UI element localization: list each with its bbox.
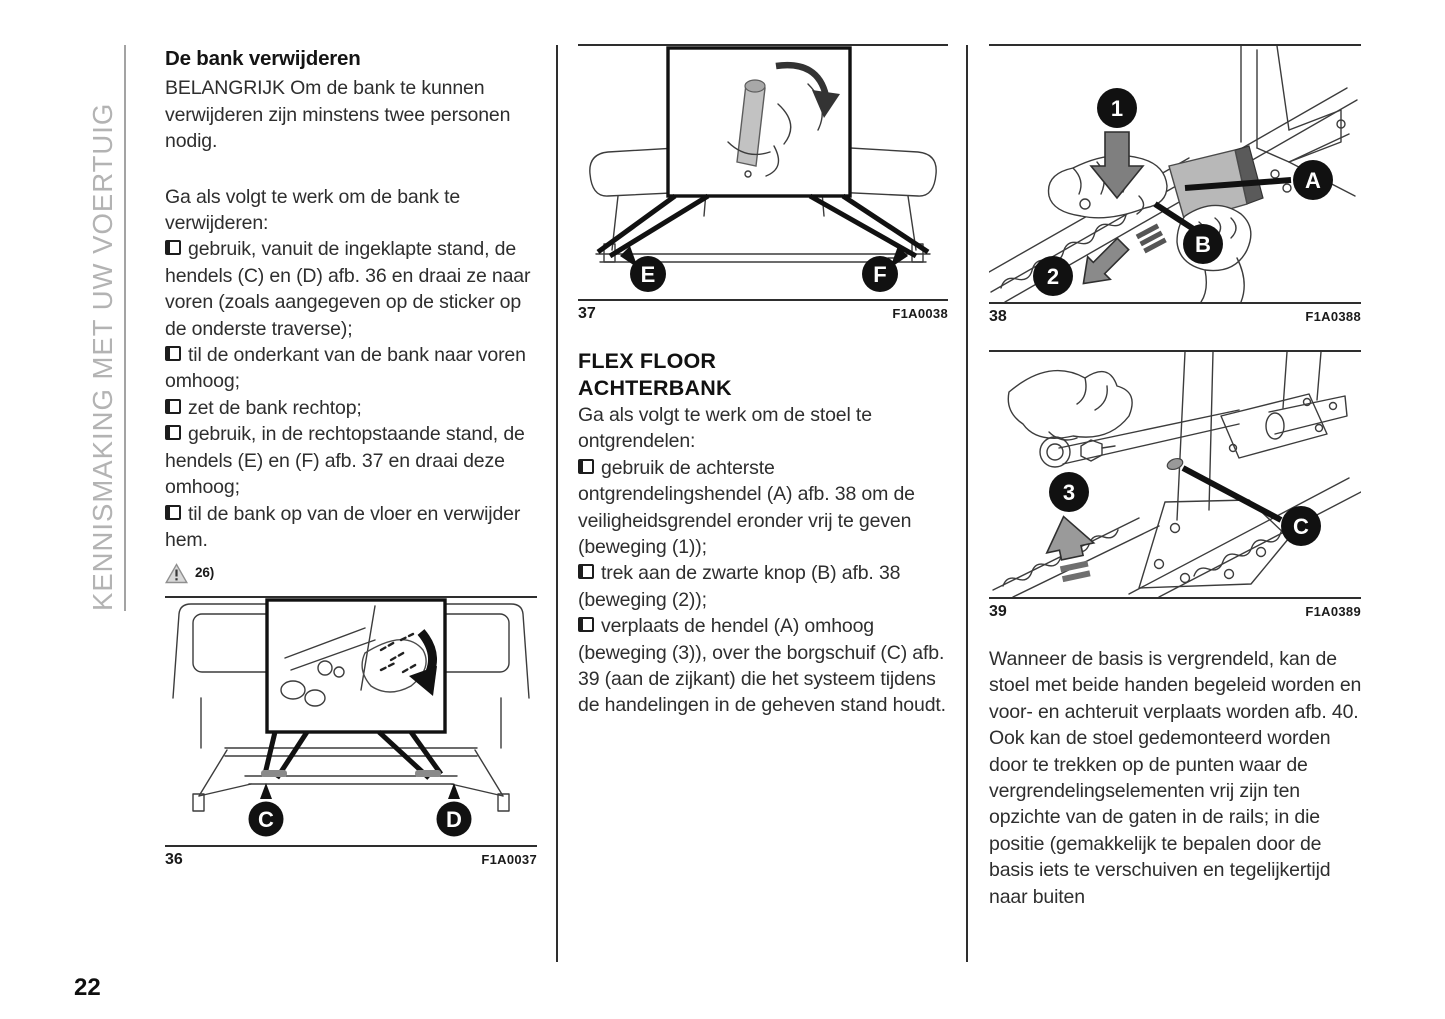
figure-37 [578,44,948,323]
section-heading-line1: FLEX FLOOR [578,349,717,373]
list-item-text: gebruik, vanuit de ingeklapte stand, de hendels (C) en (D) afb. 36 en draai ze naar voren (zoals aangegeven op de sticker op de onderste traverse); [165,238,531,340]
list-item-text: til de onderkant van de bank naar voren omhoog; [165,344,526,393]
list-item-text: verplaats de hendel (A) omhoog (beweging (3)), over the borgschuif (C) afb. 39 (aan de zijkant) die het systeem tijdens de handelingen in de geheven stand houdt. [578,615,946,717]
intro-paragraph: BELANGRIJK Om de bank te kunnen verwijderen zijn minstens twee personen nodig. [165,77,511,153]
section-title: De bank verwijderen [165,47,361,70]
bullet-square-icon [578,617,594,632]
figure-label-C [1281,506,1321,546]
spacer [165,155,540,184]
side-pin [1166,457,1184,472]
figure-number: 38 [989,308,1007,325]
figure-number: 36 [165,851,183,868]
svg-text:D: D [446,807,462,832]
page-number: 22 [74,974,101,1001]
label-C-pointer [1183,468,1281,520]
svg-text:C: C [258,807,274,832]
figure-label-F [862,246,908,292]
svg-text:C: C [1293,514,1309,539]
warning-number: 26) [195,565,215,581]
list-item [165,421,540,500]
lead-paragraph: Ga als volgt te werk om de stoel te ontgrendelen: [578,404,872,453]
list-item-text: zet de bank rechtop; [188,396,362,419]
svg-text:1: 1 [1110,96,1124,121]
list-item [578,613,950,719]
figure-number: 39 [989,603,1007,620]
figure-38 [989,44,1361,326]
column-3 [989,646,1363,910]
bullet-square-icon [578,459,594,474]
list-item [578,455,950,561]
figure-caption [578,301,948,323]
figure-label-2 [1033,256,1073,296]
inset-pointer-lines [265,732,441,778]
figure-number: 37 [578,305,596,322]
column-1 [165,46,540,587]
figure-label-B [1183,224,1223,264]
figure-caption [989,599,1361,621]
list-item-text: til de bank op van de vloer en verwijder hem. [165,502,521,551]
figure-38-illustration [989,46,1361,302]
bullet-square-icon [165,399,181,414]
list-item [578,560,950,613]
hand-on-arm-sketch [1008,371,1239,467]
list-item-text: trek aan de zwarte knop (B) afb. 38 (beweging (2)); [578,562,901,611]
column-divider-left [556,45,558,962]
figure-label-C [249,783,284,837]
list-item-text: gebruik de achterste ontgrendelingshendel (A) afb. 38 om de veiligheidsgrendel eronder vrij te geven (beweging (1)); [578,456,915,559]
figure-39-illustration [989,352,1361,597]
latch-handle-right [415,770,441,777]
figure-36-illustration [165,598,537,845]
lead-paragraph: Ga als volgt te werk om de bank te verwijderen: [165,185,461,235]
figure-label-D [437,783,472,837]
list-item [165,395,540,421]
bullet-square-icon [165,425,181,440]
svg-text:3: 3 [1062,480,1076,505]
chapter-sidebar-label: KENNISMAKING MET UW VOERTUIG [87,102,118,611]
bullet-square-icon [578,564,594,579]
latch-handle-left [261,770,287,777]
figure-label-E [620,246,666,292]
figure-caption [165,847,537,869]
inset-detail-box [267,600,445,732]
column-divider-right [966,45,968,962]
movement-3-arrow [1040,512,1100,585]
figure-37-illustration [578,46,948,299]
movement-2-arrow [1072,233,1134,295]
figure-code: F1A0388 [1305,309,1361,324]
list-item [165,342,540,395]
ribbed-knob [1136,224,1167,254]
figure-36 [165,596,537,869]
column-2 [578,348,950,719]
paragraph: Ook kan de stoel gedemonteerd worden door te trekken op de punten waar de vergrendelingselementen vrij zijn ten opzichte van de gaten in de rails; in die positie (gemakkelijk te bepalen door de basis iets te verschuiven en tegelijkertijd naar buiten [989,727,1331,908]
figure-code: F1A0037 [481,852,537,867]
svg-text:E: E [640,262,656,287]
paragraph: Wanneer de basis is vergrendeld, kan de stoel met beide handen begeleid worden en voor- en achteruit verplaats worden afb. 40. [989,648,1362,723]
section-heading-line2: ACHTERBANK [578,376,732,400]
figure-caption [989,304,1361,326]
list-item-text: gebruik, in de rechtopstaande stand, de hendels (E) en (F) afb. 37 en draai deze omhoog; [165,423,525,499]
list-item [165,236,540,342]
svg-text:F: F [873,262,887,287]
figure-label-3 [1049,472,1089,512]
warning-reference [165,560,540,586]
bullet-square-icon [165,240,181,255]
bullet-square-icon [165,505,181,520]
figure-code: F1A0389 [1305,604,1361,619]
figure-39 [989,350,1361,621]
svg-text:2: 2 [1046,264,1060,289]
figure-label-A [1293,160,1333,200]
svg-text:A: A [1305,168,1321,193]
bullet-square-icon [165,346,181,361]
figure-code: F1A0038 [892,306,948,321]
list-item [165,501,540,554]
warning-triangle-icon [165,563,188,584]
svg-text:B: B [1195,232,1211,257]
figure-label-1 [1097,88,1137,128]
sidebar-divider-line [124,45,126,611]
inset-pointer-lines [598,196,928,256]
